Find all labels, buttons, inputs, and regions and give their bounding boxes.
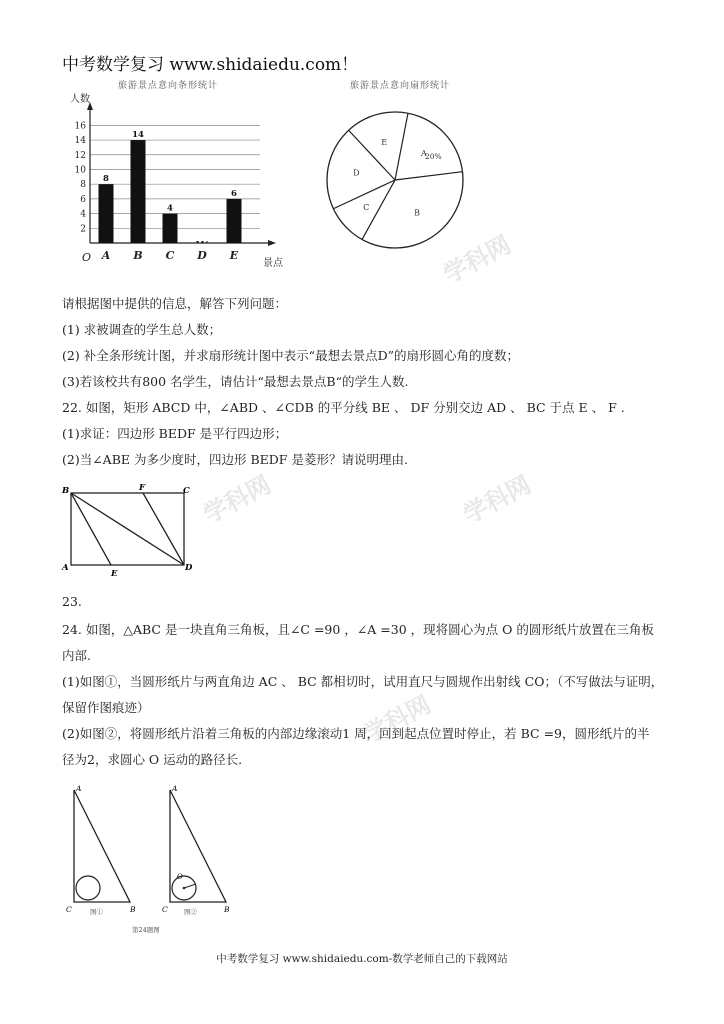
pie-label-C: C xyxy=(363,202,370,212)
bar-y-tick: 4 xyxy=(80,209,86,220)
q24-stem-line2: 内部. xyxy=(62,648,91,663)
bar-x-label: 景点 xyxy=(263,258,283,269)
q21-part1: (1) 求被调查的学生总人数； xyxy=(62,322,222,337)
tri1-label-A: A xyxy=(76,784,82,793)
q24-part2-line1: (2)如图②，将圆形纸片沿着三角板的内部边缘滚动1 周，回到起点位置时停止，若 BC =9，圆形纸片的半 xyxy=(62,726,650,741)
rect-label-F: F xyxy=(139,483,146,493)
rect-label-C: C xyxy=(183,486,190,496)
bar-x-tick: E xyxy=(229,249,239,262)
pie-slice-A xyxy=(395,113,408,180)
bar-y-tick: 12 xyxy=(74,150,86,161)
page-header: 中考数学复习 www.shidaiedu.com！ xyxy=(62,55,359,75)
q24-part1-line2: 保留作图痕迹） xyxy=(62,700,150,715)
bar-C xyxy=(163,214,178,243)
q24-stem-line1: 24. 如图，△ABC 是一块直角三角板，且∠C =90 ，∠A =30 ，现将圆心为点 O 的圆形纸片放置在三角板 xyxy=(62,622,654,637)
watermark: 学科网 xyxy=(458,470,536,529)
watermark: 学科网 xyxy=(438,230,516,289)
q24-part1-line1: (1)如图①，当圆形纸片与两直角边 AC 、 BC 都相切时，试用直尺与圆规作出射线 CO；（不写做法与证明， xyxy=(62,674,664,689)
tri2-label-B: B xyxy=(224,905,230,914)
pie-label-A: A xyxy=(420,149,427,159)
bar-x-tick: A xyxy=(101,249,111,262)
bar-value-label: 14 xyxy=(132,130,144,141)
rect-label-B: B xyxy=(62,486,70,496)
page-footer: 中考数学复习 www.shidaiedu.com-数学老师自己的下载网站 xyxy=(216,953,508,965)
bar-x-tick: C xyxy=(165,249,175,262)
q21-part2: (2) 补全条形统计图，并求扇形统计图中表示“最想去景点D”的扇形圆心角的度数； xyxy=(62,348,519,363)
bar-x-arrow xyxy=(268,240,276,246)
rect-label-A: A xyxy=(62,563,69,573)
watermark: 学科网 xyxy=(198,470,276,529)
figure-caption: 第24题图 xyxy=(132,926,160,934)
triangle-figures xyxy=(60,780,240,940)
pie-chart-title: 旅游景点意向扇形统计 xyxy=(350,81,451,91)
bar-y-tick: 2 xyxy=(80,224,86,235)
tri2-label-A: A xyxy=(172,784,178,793)
bar-A xyxy=(99,184,114,243)
bar-chart xyxy=(60,88,310,278)
bar-y-tick: 16 xyxy=(74,121,86,132)
pie-annotation: 20% xyxy=(425,152,442,161)
q22-part2: (2)当∠ABE 为多少度时，四边形 BEDF 是菱形？请说明理由. xyxy=(62,452,408,467)
rectangle-figure xyxy=(55,480,215,580)
bar-x-tick: D xyxy=(197,249,207,262)
q21-part3: (3)若该校共有800 名学生，请估计“最想去景点B“的学生人数. xyxy=(62,374,409,389)
rect-label-D: D xyxy=(185,563,193,573)
q22-stem: 22. 如图，矩形 ABCD 中，∠ABD 、∠CDB 的平分线 BE 、 DF 分别交边 AD 、 BC 于点 E 、 F . xyxy=(62,400,625,415)
bar-y-tick: 14 xyxy=(74,136,86,147)
bar-value-label: 6 xyxy=(231,188,237,199)
pie-label-D: D xyxy=(353,168,360,178)
watermark: 学科网 xyxy=(358,690,436,749)
bar-B xyxy=(131,140,146,243)
tri1-label-C: C xyxy=(66,905,72,914)
pie-slice-B xyxy=(395,172,462,180)
bar-value-label: 4 xyxy=(167,203,173,214)
intro-text: 请根据图中提供的信息，解答下列问题： xyxy=(62,296,288,311)
bar-y-label: 人数 xyxy=(70,94,90,105)
bar-chart-title: 旅游景点意向条形统计 xyxy=(118,81,219,91)
pie-label-B: B xyxy=(414,208,420,218)
tri2-label-C: C xyxy=(162,905,168,914)
pie-label-E: E xyxy=(381,138,388,148)
bar-origin-label: O xyxy=(82,251,92,264)
rect-label-E: E xyxy=(111,569,118,579)
figure-2-label: 图② xyxy=(184,908,197,916)
tri2-label-O: O xyxy=(177,873,183,881)
bar-y-tick: 6 xyxy=(80,194,86,205)
bar-E xyxy=(227,199,242,243)
q24-part2-line2: 径为2，求圆心 O 运动的路径长. xyxy=(62,752,243,767)
bar-y-tick: 10 xyxy=(74,165,86,176)
tri1-label-B: B xyxy=(130,905,136,914)
bar-y-tick: 8 xyxy=(80,180,86,191)
pie-chart xyxy=(320,95,470,275)
q23-number: 23. xyxy=(62,594,82,609)
bar-value-label: 8 xyxy=(103,174,109,185)
bar-x-tick: B xyxy=(133,249,143,262)
q22-part1: (1)求证：四边形 BEDF 是平行四边形； xyxy=(62,426,288,441)
figure-1-label: 图① xyxy=(90,908,103,916)
